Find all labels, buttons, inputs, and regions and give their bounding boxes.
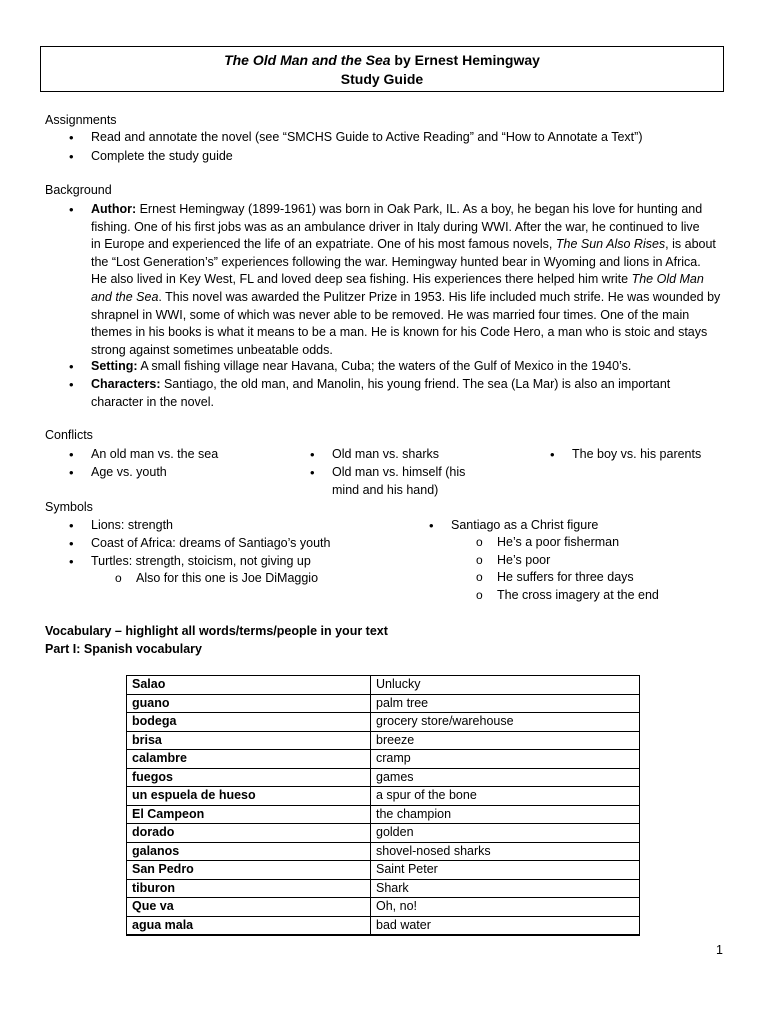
english-meaning-cell: Shark: [371, 879, 640, 898]
spanish-term-cell: agua mala: [127, 916, 371, 935]
english-meaning-cell: Saint Peter: [371, 861, 640, 880]
table-row: [127, 898, 640, 917]
spanish-term-cell: Salao: [127, 676, 371, 695]
book-title: and the Sea: [91, 289, 159, 304]
author-label: Author:: [91, 202, 137, 216]
conflict-line: • Old man vs. himself (his: [332, 465, 466, 479]
spanish-term-cell: brisa: [127, 731, 371, 750]
title-rest: by Ernest Hemingway: [390, 52, 540, 68]
table-row: [127, 768, 640, 787]
author-line: . This novel was awarded the Pulitzer Prize in 1953. His life included much strife. He was wounded by: [158, 289, 721, 304]
spanish-term-cell: El Campeon: [127, 805, 371, 824]
author-line: shrapnel in WWI, some of which was never able to be removed. He was married four times. One of the main: [91, 307, 690, 322]
symbol-subitem: o The cross imagery at the end: [497, 587, 659, 605]
english-meaning-cell: Oh, no!: [371, 898, 640, 917]
title-box: [40, 46, 724, 92]
english-meaning-cell: palm tree: [371, 694, 640, 713]
title-italic: The Old Man and the Sea: [224, 52, 391, 68]
conflicts-heading: Conflicts: [45, 428, 93, 442]
symbol-item: • Lions: strength: [91, 517, 173, 535]
conflict-item: • Old man vs. sharks: [332, 446, 439, 464]
spanish-term-cell: calambre: [127, 750, 371, 769]
assignment-item: • Complete the study guide: [91, 148, 233, 166]
conflict-item: • An old man vs. the sea: [91, 446, 218, 464]
table-row: [127, 879, 640, 898]
symbol-item: • Santiago as a Christ figure: [451, 517, 598, 535]
table-row: [127, 694, 640, 713]
conflict-item: • Age vs. youth: [91, 464, 167, 482]
english-meaning-cell: Unlucky: [371, 676, 640, 695]
english-meaning-cell: games: [371, 768, 640, 787]
characters-item: [91, 376, 731, 411]
author-line: strong against sometimes unbeatable odds.: [91, 342, 333, 357]
assignment-item: • Read and annotate the novel (see “SMCHS Guide to Active Reading” and “How to Annotate a Text”): [91, 129, 642, 147]
book-title: The Old Man: [631, 272, 704, 287]
english-meaning-cell: breeze: [371, 731, 640, 750]
symbol-subitem: o He suffers for three days: [497, 569, 634, 587]
english-meaning-cell: grocery store/warehouse: [371, 713, 640, 732]
table-row: [127, 861, 640, 880]
table-row: [127, 731, 640, 750]
characters-text: character in the novel.: [91, 394, 214, 409]
vocabulary-table: [126, 675, 640, 936]
symbol-subitem: o Also for this one is Joe DiMaggio: [136, 570, 318, 588]
spanish-term-cell: fuegos: [127, 768, 371, 787]
vocabulary-heading: Vocabulary – highlight all words/terms/people in your text: [45, 624, 388, 638]
setting-label: Setting:: [91, 359, 138, 373]
spanish-term-cell: un espuela de hueso: [127, 787, 371, 806]
table-row: [127, 805, 640, 824]
table-row: [127, 787, 640, 806]
page-subtitle: Study Guide: [340, 71, 424, 87]
author-line: He also lived in Key West, FL and loved deep sea fishing. His experiences there helped him write: [91, 272, 632, 287]
table-row: [127, 750, 640, 769]
english-meaning-cell: a spur of the bone: [371, 787, 640, 806]
english-meaning-cell: shovel-nosed sharks: [371, 842, 640, 861]
symbols-heading: Symbols: [45, 500, 93, 514]
page-number: 1: [716, 943, 723, 957]
spanish-term-cell: guano: [127, 694, 371, 713]
author-line: fishing. One of his first jobs was as an ambulance driver in Italy during WWI. After the war, he continued to live: [91, 219, 700, 234]
author-line: in Europe and experienced the life of an expatriate. One of his most famous novels,: [91, 237, 556, 252]
table-row: [127, 824, 640, 843]
english-meaning-cell: bad water: [371, 916, 640, 935]
spanish-term-cell: dorado: [127, 824, 371, 843]
spanish-term-cell: Que va: [127, 898, 371, 917]
english-meaning-cell: the champion: [371, 805, 640, 824]
author-paragraph: [91, 201, 731, 359]
english-meaning-cell: cramp: [371, 750, 640, 769]
page-title: [41, 51, 723, 70]
table-row: [127, 676, 640, 695]
characters-label: Characters:: [91, 377, 161, 391]
conflict-item: • The boy vs. his parents: [572, 446, 701, 464]
conflict-item: [332, 464, 465, 499]
conflict-line: mind and his hand): [332, 482, 439, 497]
symbol-subitem: o He’s a poor fisherman: [497, 534, 619, 552]
symbol-item: • Turtles: strength, stoicism, not giving up: [91, 553, 311, 571]
table-row: [127, 842, 640, 861]
table-row: [127, 713, 640, 732]
english-meaning-cell: golden: [371, 824, 640, 843]
author-line: themes in his books is what it means to be a man. He is known for his Code Hero, a man who is stoic and stays: [91, 325, 708, 340]
characters-text: Santiago, the old man, and Manolin, his young friend. The sea (La Mar) is also an important: [160, 377, 671, 391]
author-line: the “Lost Generation’s” experiences following the war. Hemingway hunted bear in Wyoming and lions in Africa.: [91, 254, 701, 269]
spanish-term-cell: tiburon: [127, 879, 371, 898]
spanish-term-cell: galanos: [127, 842, 371, 861]
spanish-term-cell: San Pedro: [127, 861, 371, 880]
symbol-subitem: o He’s poor: [497, 552, 550, 570]
assignments-heading: Assignments: [45, 113, 117, 127]
background-heading: Background: [45, 183, 112, 197]
table-row: [127, 916, 640, 935]
setting-text: A small fishing village near Havana, Cuba; the waters of the Gulf of Mexico in the 1940’s.: [137, 359, 632, 373]
author-line: , is about: [665, 237, 716, 252]
symbol-item: • Coast of Africa: dreams of Santiago’s youth: [91, 535, 330, 553]
book-title: The Sun Also Rises: [555, 237, 666, 252]
spanish-term-cell: bodega: [127, 713, 371, 732]
setting-item: [91, 358, 631, 376]
vocabulary-part-heading: Part I: Spanish vocabulary: [45, 642, 202, 656]
author-line: Ernest Hemingway (1899-1961) was born in Oak Park, IL. As a boy, he began his love for hunting and: [136, 202, 703, 216]
vocabulary-table-body: [127, 676, 640, 936]
